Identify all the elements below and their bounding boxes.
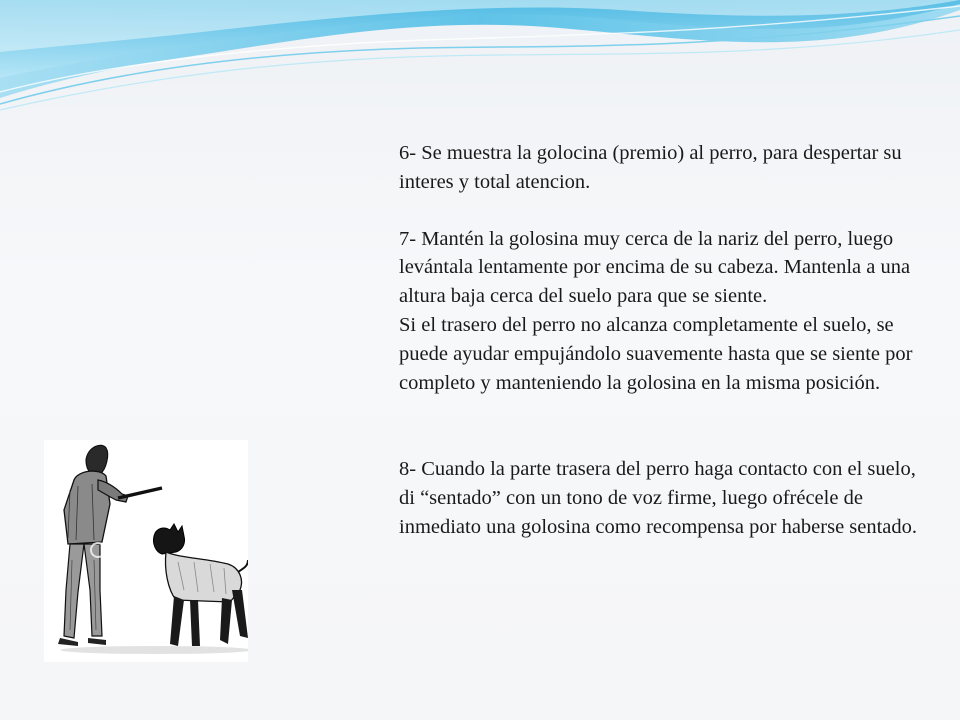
image-watermark: iStock <box>108 543 154 560</box>
step-7-note-paragraph: Si el trasero del perro no alcanza completamente el suelo, se puede ayudar empujándolo suavemente hasta que se siente por completo y manteniendo la golosina en la misma posición. <box>399 313 913 394</box>
dog-training-illustration <box>44 440 248 662</box>
step-6-paragraph: 6- Se muestra la golocina (premio) al perro, para despertar su interes y total atencion. <box>399 142 902 193</box>
step-8-paragraph: 8- Cuando la parte trasera del perro haga contacto con el suelo, di “sentado” con un tono de voz firme, luego ofrécele de inmediato una golosina como recompensa por haberse sentado. <box>399 458 918 538</box>
header-wave-decoration <box>0 0 960 120</box>
trainer-and-dog-sketch <box>44 440 248 662</box>
spacer <box>399 197 919 225</box>
spacer <box>399 397 919 455</box>
slide-text-block <box>399 139 919 542</box>
step-7-paragraph: 7- Mantén la golosina muy cerca de la nariz del perro, luego levántala lentamente por encima de su cabeza. Mantenla a una altura baja cerca del suelo para que se siente. <box>399 227 911 308</box>
